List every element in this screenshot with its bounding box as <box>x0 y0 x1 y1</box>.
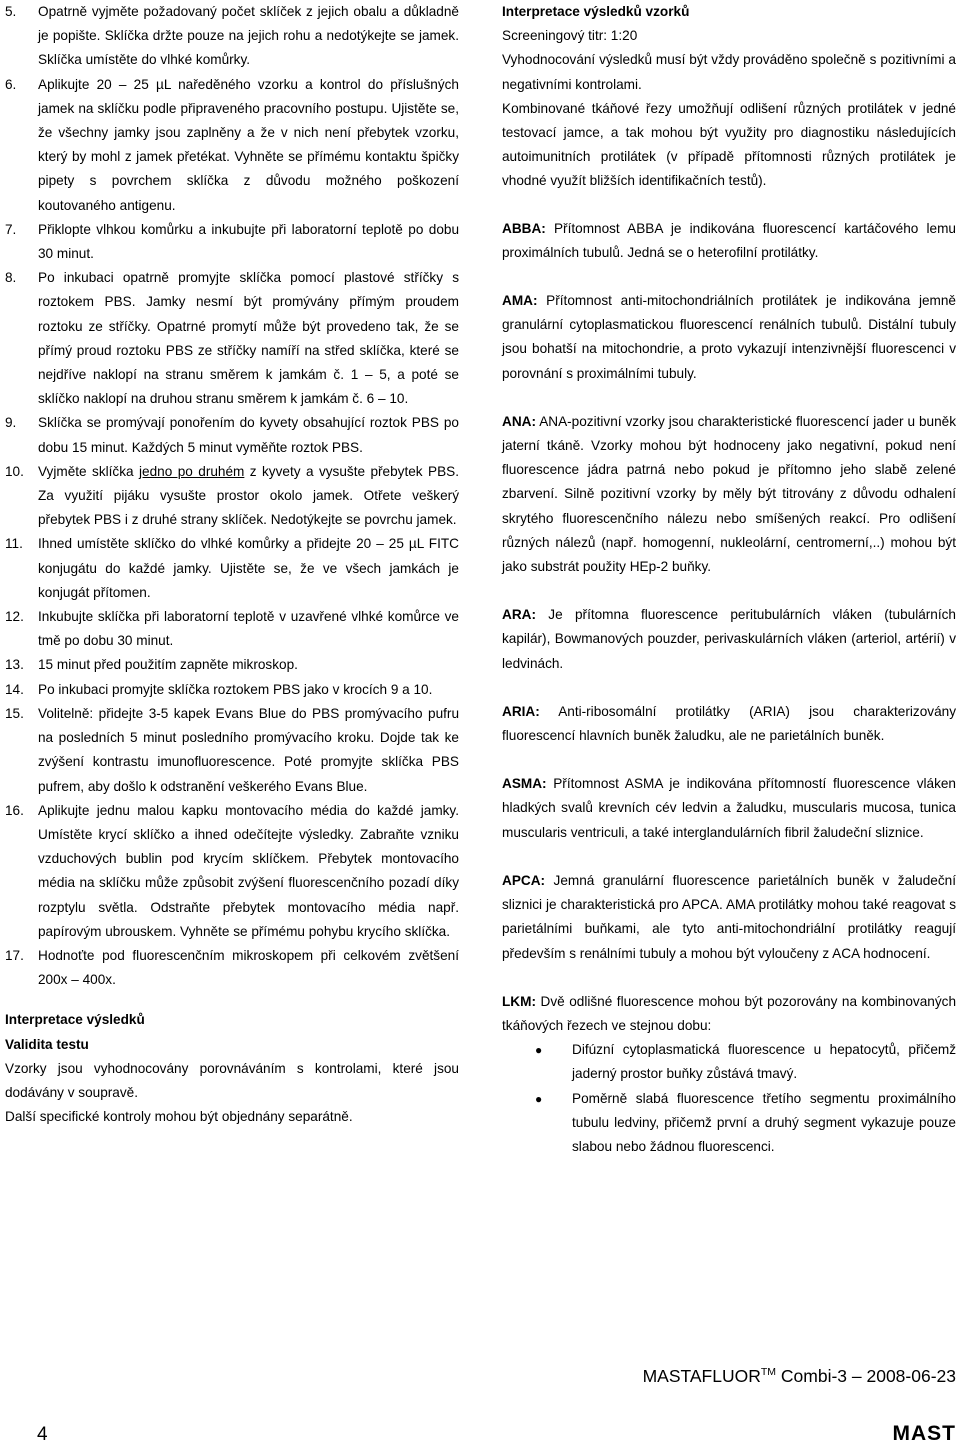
entry-label: ARA: <box>502 607 536 623</box>
step-6 <box>5 73 459 218</box>
evaluation-note: Vyhodnocování výsledků musí být vždy prováděno společně s pozitivními a negativními kontrolami. <box>502 52 956 92</box>
step-text-underlined: jedno po druhém <box>139 463 245 479</box>
step-text: Aplikujte 20 – 25 µL naředěného vzorku a kontrol do příslušných jamek na sklíčku podle připraveného pracovního postupu. Ujistěte se, že všechny jamky jsou zaplněny a že v nich není přebytek vzorku, který by mohl z jamek přetékat. Vyhněte se přímému kontaktu špičky pipety s povrchem sklíčka z důvodu možného poškození koutovaného antigenu. <box>38 76 459 213</box>
bullet-icon: ● <box>535 1091 543 1106</box>
step-text: Ihned umístěte sklíčko do vlhké komůrky a přidejte 20 – 25 µL FITC konjugátu do každé jamky. Ujistěte se, že ve všech jamkách je konjugát přítomen. <box>38 536 459 600</box>
step-text: Sklíčka se promývají ponořením do kyvety obsahující roztok PBS po dobu 15 minut. Každých 5 minut vyměňte roztok PBS. <box>38 415 459 455</box>
results-interpretation-section <box>5 1008 459 1129</box>
step-text-after: z kyvety a vysušte přebytek PBS. Za využití pijáku vysušte prostor okolo jamek. Otřete veškerý přebytek PBS i z druhé strany sklíček. Nedotýkejte se povrchu jamek. <box>38 463 460 528</box>
entry-text: Přítomnost anti-mitochondriálních protilátek je indikována jemně granulární cytoplasmatickou fluorescencí renálních tubulů. Distální tubuly jsou bohatší na mitochondrie, a proto vykazují intenzivnější fluorescenci v porovnání s proximálními tubuly. <box>502 293 956 381</box>
step-text: Volitelně: přidejte 3-5 kapek Evans Blue do PBS promývacího pufru na posledních 5 minut posledního promývacího kroku. Dojde tak ke zvýšení kontrastu imunofluorescence. Poté promyjte sklíčka PBS pufrem, aby došlo k odstranění veškerého Evans Blue. <box>38 705 459 794</box>
screening-titer: Screeningový titr: 1:20 <box>502 28 638 44</box>
interp-heading: Interpretace výsledků <box>5 1012 145 1028</box>
step-number: 13. <box>5 657 24 673</box>
entry-asma <box>502 772 956 845</box>
step-text-before: Vyjměte sklíčka <box>38 463 140 479</box>
step-9 <box>5 411 459 459</box>
list-item <box>502 1038 956 1086</box>
step-15 <box>5 702 459 799</box>
page-number: 4 <box>37 1424 48 1445</box>
step-17 <box>5 944 459 992</box>
entry-text: Je přítomna fluorescence peritubulárních vláken (tubulárních kapilár), Bowmanových pouzder, perivaskulárních vláken (arteriol, artérií) v ledvinách. <box>502 607 956 671</box>
entry-label: ASMA: <box>502 776 547 792</box>
entry-label: LKM: <box>502 993 536 1009</box>
step-text: Hodnoťte pod fluorescenčním mikroskopem při celkovém zvětšení 200x – 400x. <box>38 947 459 988</box>
step-number: 17. <box>5 947 24 963</box>
step-number: 9. <box>5 415 17 431</box>
entry-text: Dvě odlišné fluorescence mohou být pozorovány na kombinovaných tkáňových řezech ve stejnou dobu: <box>502 993 956 1033</box>
validity-text: Vzorky jsou vyhodnocovány porovnáváním s kontrolami, které jsou dodávány v soupravě. <box>5 1060 459 1100</box>
step-12 <box>5 605 459 653</box>
right-column <box>502 0 956 1159</box>
list-item-text: Poměrně slabá fluorescence třetího segmentu proximálního tubulu ledviny, přičemž první a druhý segment vykazuje pouze slabou nebo žádnou fluorescenci. <box>572 1090 956 1154</box>
lkm-bullet-list <box>502 1038 956 1159</box>
step-text: Po inkubaci promyjte sklíčka roztokem PBS jako v krocích 9 a 10. <box>38 681 433 697</box>
entry-abba <box>502 217 956 265</box>
entry-text: Jemná granulární fluorescence parietálních buněk v žaludeční sliznici je charakteristická pro APCA. AMA protilátky mohou také reagovat s parietálními buňkami, ale tyto anti-mitochondriální protilátky reagují především s renálními tubuly a mohou být vyloučeny z ACA hodnocení. <box>502 872 956 961</box>
entry-apca <box>502 869 956 966</box>
step-text: Po inkubaci opatrně promyjte sklíčka pomocí plastové stříčky s roztokem PBS. Jamky nesmí být promývány přímým proudem roztoku ze stříčky. Opatrné promytí může být provedeno tak, že se přímý proud roztoku PBS ze stříčky namíří na střed sklíčka, které se nejdříve naklopí na stranu směrem k jamkám č. 1 – 5, a poté se sklíčko naklopí na druhou stranu směrem k jamkám č. 6 – 10. <box>38 270 459 407</box>
step-text: Opatrně vyjměte požadovaný počet sklíček z jejich obalu a důkladně je popište. Sklíčka držte pouze na jejich rohu a nedotýkejte se jamek. Sklíčka umístěte do vlhké komůrky. <box>38 4 459 68</box>
footer-logo-text: MAST <box>892 1422 956 1445</box>
step-text: Aplikujte jednu malou kapku montovacího média do každé jamky. Umístěte krycí sklíčko a ihned odečítejte výsledky. Zabraňte vzniku vzduchových bublin pod krycím sklíčkem. Přebytek montovacího média na sklíčku může způsobit zvýšení fluorescenčního pozadí díky rozptylu světla. Odstraňte přebytek montovacího média např. papírovým ubrouskem. Vyhněte se přímému pohybu krycího sklíčka. <box>38 802 459 939</box>
step-number: 8. <box>5 270 17 286</box>
step-text: Inkubujte sklíčka při laboratorní teplotě v uzavřené vlhké komůrce ve tmě po dobu 30 minut. <box>38 609 459 649</box>
entry-label: ARIA: <box>502 703 540 719</box>
step-number: 5. <box>5 4 17 19</box>
sample-interp-heading: Interpretace výsledků vzorků <box>502 4 690 19</box>
step-5 <box>5 0 459 73</box>
step-text: Přiklopte vlhkou komůrku a inkubujte při laboratorní teplotě po dobu 30 minut. <box>38 221 459 262</box>
entry-label: APCA: <box>502 872 546 888</box>
step-number: 7. <box>5 221 17 237</box>
step-number: 11. <box>5 536 23 552</box>
step-number: 15. <box>5 705 24 721</box>
step-7 <box>5 218 459 266</box>
step-number: 10. <box>5 463 24 479</box>
step-number: 16. <box>5 802 24 818</box>
entry-lkm <box>502 990 956 1038</box>
entry-text: Přítomnost ABBA je indikována fluorescencí kartáčového lemu proximálních tubulů. Jedná se o heterofilní protilátky. <box>502 220 956 260</box>
combined-sections-note: Kombinované tkáňové řezy umožňují odlišení různých protilátek v jedné testovací jamce, a tak mohou být využity pro diagnostiku následujících autoimunitních protilátek (v případě přítomnosti různých protilátek je vhodné využít bližších identifikačních testů). <box>502 100 956 189</box>
trademark-mark: TM <box>760 1366 777 1378</box>
entry-ara <box>502 603 956 676</box>
entry-text: Anti-ribosomální protilátky (ARIA) jsou charakterizovány fluorescencí hlavních buněk žaludku, ale ne parietálních buněk. <box>502 703 956 744</box>
step-8 <box>5 266 459 411</box>
entry-ana <box>502 410 956 579</box>
entry-ama <box>502 289 956 386</box>
list-item <box>502 1087 956 1160</box>
procedure-steps <box>5 0 459 992</box>
entry-text: Přítomnost ASMA je indikována přítomností fluorescence vláken hladkých svalů krevních cév ledvin a žaludku, muscularis mucosa, tunica muscularis ventriculi, a také interglandulárních fibril žaludeční sliznice. <box>502 776 956 840</box>
step-16 <box>5 799 459 944</box>
entry-label: AMA: <box>502 293 538 309</box>
brand-name: MASTAFLUOR <box>642 1366 761 1386</box>
step-11 <box>5 532 459 605</box>
footer-product <box>643 1366 956 1387</box>
step-number: 12. <box>5 609 24 625</box>
step-number: 14. <box>5 681 24 697</box>
step-13 <box>5 653 459 677</box>
list-item-text: Difúzní cytoplasmatická fluorescence u hepatocytů, přičemž jaderný prostor buňky zůstává tmavý. <box>572 1042 956 1082</box>
product-date: Combi-3 – 2008-06-23 <box>776 1366 956 1386</box>
bullet-icon: ● <box>535 1043 543 1058</box>
validity-heading: Validita testu <box>5 1036 89 1052</box>
left-column <box>5 0 459 1129</box>
entry-label: ANA: <box>502 413 536 429</box>
extra-controls-text: Další specifické kontroly mohou být objednány separátně. <box>5 1109 353 1125</box>
entry-text: ANA-pozitivní vzorky jsou charakteristické fluorescencí jader u buněk jaterní tkáně. Vzorky mohou být hodnoceny jako negativní, pokud není fluorescence jádra patrná nebo pokud je přítomno jeho slabě zelené zbarvení. Silně pozitivní vzorky by měly být titrovány z důvodu odhalení skrytého fluorescenčního nálezu nebo smíšených reakcí. Pro odlišení různých nálezů (např. homogenní, nukleolární, centromerní,..) mohou být jako substrát použity HEp-2 buňky. <box>502 413 956 575</box>
entry-aria <box>502 700 956 748</box>
step-number: 6. <box>5 76 17 92</box>
step-14 <box>5 678 459 702</box>
step-10 <box>5 460 459 533</box>
entry-label: ABBA: <box>502 220 546 236</box>
step-text: 15 minut před použitím zapněte mikroskop. <box>38 657 298 673</box>
